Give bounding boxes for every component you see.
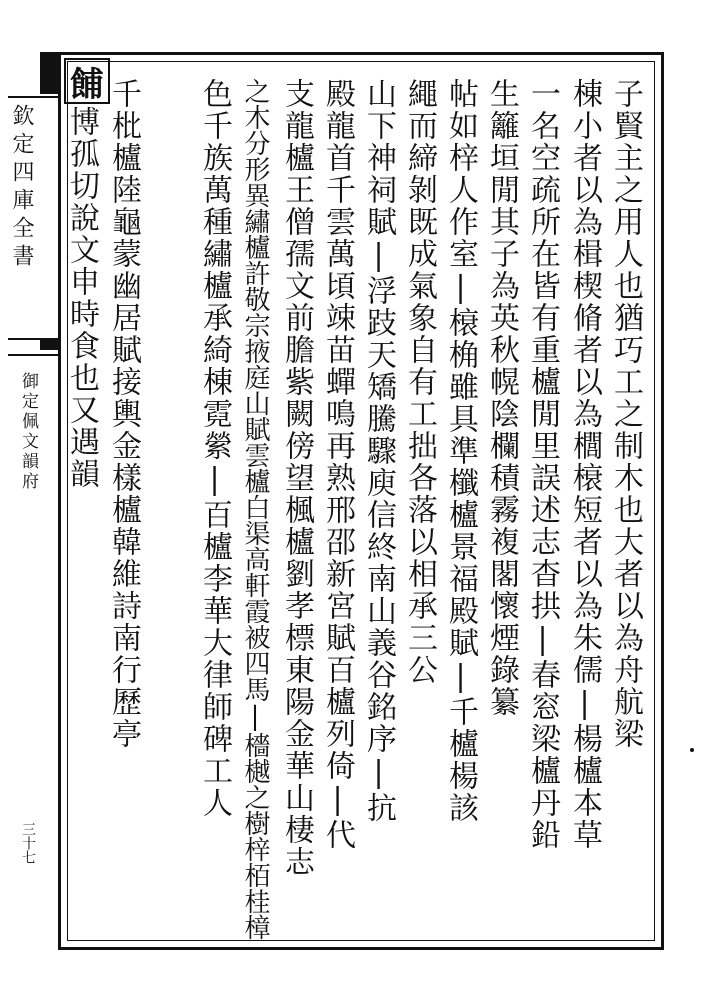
text-column-10: 之木分形異繡櫨許敬宗掖庭山賦雲櫨白渠高軒霞被四馬|檣樾之樹梓栢桂樟 <box>240 78 270 940</box>
margin-strip <box>0 52 58 950</box>
strip-rule <box>8 354 58 356</box>
text-column-4: 生籬垣閒其子為英秋幌陰欄積霧複閣懷煙錄纂 <box>484 78 519 718</box>
margin-page-number: 三十七 <box>20 822 36 864</box>
text-column-9: 支龍櫨王僧孺文前膽紫闕傍望楓櫨劉孝標東陽金華山棲志 <box>279 78 314 878</box>
text-column-5: 帖如梓人作室|榱桷雖具準櫼櫨景福殿賦|千櫨楊該 <box>443 78 478 824</box>
strip-rule <box>8 96 58 98</box>
text-column-6: 繩而締剝既成氣象自有工拙各落以相承三公 <box>402 78 437 686</box>
margin-title: 欽定四庫全書 <box>9 104 34 272</box>
margin-dot <box>690 748 694 752</box>
head-word-box: 餔 <box>64 58 110 104</box>
strip-black-band-top <box>40 52 60 94</box>
strip-black-band-mid <box>40 340 60 350</box>
text-column-7: 山下神祠賦|浮跂天矯騰驟庾信終南山義谷銘序|抗 <box>361 78 396 824</box>
text-column-11: 色千族萬種繡櫨承綺棟霓縈|百櫨李華大律師碑工人 <box>197 78 232 819</box>
margin-book-title: 御定佩文韻府 <box>18 372 38 492</box>
text-column-8: 殿龍首千雲萬頃竦苗蟬鳴再熟邢邵新宮賦百櫨列倚|代 <box>320 78 355 851</box>
text-column-1: 子賢主之用人也猶巧工之制木也大者以為舟航梁 <box>608 78 643 750</box>
text-column-12: 千枇櫨陸龜蒙幽居賦接輿金樣櫨韓維詩南行歷亭 <box>106 78 141 750</box>
text-column-2: 棟小者以為楫楔脩者以為櫚榱短者以為朱儒|楊櫨本草 <box>567 78 602 851</box>
text-column-3: 一名空疏所在皆有重櫨閒里誤述志杳拱|春窓梁櫨丹鉛 <box>525 78 560 851</box>
text-column-13: 博孤切說文申時食也又遇韻 <box>64 106 99 490</box>
